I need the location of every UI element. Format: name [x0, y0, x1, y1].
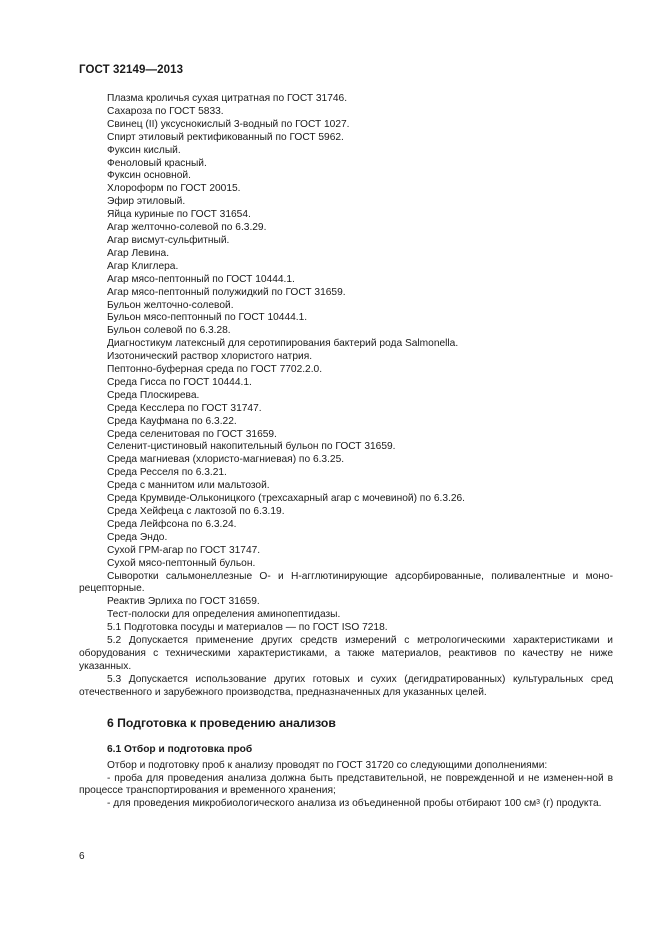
list-item: Фуксин кислый.	[107, 144, 181, 156]
list-item: Диагностикум латексный для серотипирования бактерий рода Salmonella.	[107, 338, 459, 350]
list-item: Среда Гисса по ГОСТ 10444.1.	[107, 376, 252, 388]
list-item: Агар висмут-сульфитный.	[107, 234, 230, 246]
list-item: Среда Крумвиде-Ольконицкого (трехсахарный агар с мочевиной) по 6.3.26.	[107, 493, 465, 505]
paragraph	[79, 798, 613, 811]
list-item: Бульон желточно-солевой.	[107, 299, 234, 311]
list-item: Свинец (II) уксуснокислый 3-водный по ГОСТ 1027.	[107, 118, 350, 130]
list-item: Бульон мясо-пептонный по ГОСТ 10444.1.	[107, 312, 308, 324]
document-header: ГОСТ 32149—2013	[79, 64, 184, 76]
list-item: Среда с маннитом или мальтозой.	[107, 480, 270, 492]
list-item: Сыворотки сальмонеллезные О- и Н-агглютинирующие адсорбированные, поливалентные и моно-рецепторные.	[79, 570, 613, 595]
list-item: Фуксин основной.	[107, 170, 191, 182]
list-item: Агар мясо-пептонный полужидкий по ГОСТ 31659.	[107, 286, 346, 298]
list-item: Среда Хейфеца с лактозой по 6.3.19.	[107, 506, 285, 517]
list-item: Яйца куриные по ГОСТ 31654.	[107, 209, 251, 221]
paragraph: Отбор и подготовку проб к анализу проводят по ГОСТ 31720 со следующими дополнениями:	[107, 759, 548, 771]
list-item: Эфир этиловый.	[107, 196, 186, 208]
list-item: Среда магниевая (хлористо-магниевая) по 6.3.25.	[107, 454, 345, 466]
clause-paragraph: 5.3 Допускается использование других готовых и сухих (дегидратированных) культуральных сред отечественного и зарубежного производства, предназначенных для указанных целей.	[79, 673, 613, 698]
document-body	[79, 93, 613, 811]
list-item: Агар желточно-солевой по 6.3.29.	[107, 222, 267, 234]
subsection-heading: 6.1 Отбор и подготовка проб	[107, 743, 253, 755]
reagent-list	[79, 93, 613, 571]
list-item: Среда селенитовая по ГОСТ 31659.	[107, 428, 277, 440]
list-item: Пептонно-буферная среда по ГОСТ 7702.2.0.	[107, 364, 323, 376]
list-item: Сухой ГРМ-агар по ГОСТ 31747.	[107, 544, 261, 556]
list-item: Селенит-цистиновый накопительный бульон по ГОСТ 31659.	[107, 441, 396, 453]
list-item: Среда Ресселя по 6.3.21.	[107, 467, 227, 479]
list-item: Среда Кауфмана по 6.3.22.	[107, 415, 237, 427]
list-item: Агар Левина.	[107, 247, 170, 259]
list-item: Феноловый красный.	[107, 157, 207, 169]
list-item: Среда Лейфсона по 6.3.24.	[107, 518, 237, 530]
reagent-list-tail	[79, 596, 613, 622]
paragraph-text: - для проведения микробиологического анализа из объединенной пробы отбирают 100 см	[107, 798, 537, 810]
list-item: Хлороформ по ГОСТ 20015.	[107, 183, 241, 195]
list-item: Среда Эндо.	[107, 531, 168, 543]
list-item: Реактив Эрлиха по ГОСТ 31659.	[107, 596, 260, 608]
list-item: Тест-полоски для определения аминопептидазы.	[107, 609, 341, 621]
clause-paragraph: 5.2 Допускается применение других средств измерений с метрологическими характеристиками и оборудования с техническими характеристиками, а также материалов, реактивов по качеству не ниже указанных.	[79, 635, 613, 672]
paragraph: - проба для проведения анализа должна быть представительной, не поврежденной и не изменен-ной в процессе транспортирования и временного хранения;	[79, 772, 613, 797]
list-item: Изотонический раствор хлористого натрия.	[107, 351, 313, 363]
page-number: 6	[79, 851, 85, 862]
section-heading: 6 Подготовка к проведению анализов	[107, 715, 336, 730]
list-item: Агар мясо-пептонный по ГОСТ 10444.1.	[107, 273, 295, 285]
paragraph-text: (г) продукта.	[540, 798, 602, 810]
list-item: Бульон солевой по 6.3.28.	[107, 325, 231, 337]
clause-paragraph: 5.1 Подготовка посуды и материалов — по ГОСТ ISO 7218.	[107, 622, 388, 634]
superscript: 3	[536, 799, 541, 807]
list-item: Сахароза по ГОСТ 5833.	[107, 105, 224, 117]
list-item: Агар Клиглера.	[107, 260, 179, 272]
list-item: Среда Кесслера по ГОСТ 31747.	[107, 402, 262, 414]
list-item: Сухой мясо-пептонный бульон.	[107, 557, 256, 569]
clauses	[79, 622, 613, 699]
list-item: Плазма кроличья сухая цитратная по ГОСТ 31746.	[107, 93, 348, 104]
list-item: Среда Плоскирева.	[107, 389, 200, 401]
list-item: Спирт этиловый ректификованный по ГОСТ 5962.	[107, 131, 344, 143]
reagent-list-continued	[79, 571, 613, 597]
